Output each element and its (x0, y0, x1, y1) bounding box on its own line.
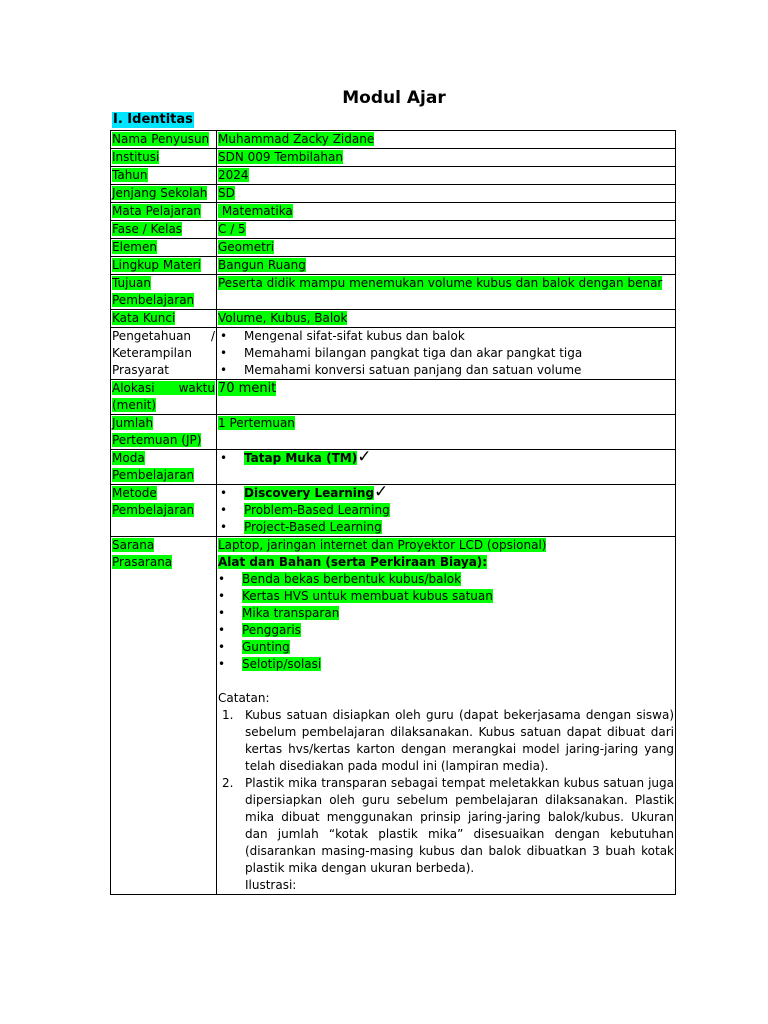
label-institusi: Institusi (112, 150, 160, 164)
metode-item-label: Discovery Learning (244, 486, 375, 500)
note-text: Plastik mika transparan sebagai tempat meletakkan kubus satuan juga dipersiapkan oleh guru sebelum pembelajaran dilaksanakan. Plastik mika dibuat menggunakan prinsip jaring-jaring balok/kubus. Ukuran dan jumlah “kotak plastik mika” disesuaikan dengan kebutuhan (disarankan masing-masing kubus dan balok dibuatkan 3 buah kotak plastik mika dengan ukuran berbeda). (245, 776, 674, 875)
label-prasyarat: Pengetahuan / Keterampilan Prasyarat (112, 329, 215, 377)
label-tujuan: Tujuan Pembelajaran (112, 276, 195, 307)
sarana-item-label: Kertas HVS untuk membuat kubus satuan (242, 589, 493, 603)
identity-table (110, 130, 676, 895)
value-fase: C / 5 (218, 222, 246, 236)
table-row (111, 221, 676, 239)
value-kata-kunci: Volume, Kubus, Balok (218, 311, 348, 325)
notes-label: Catatan: (218, 691, 270, 705)
table-row (111, 257, 676, 275)
list-item (217, 622, 675, 639)
label-moda: Moda Pembelajaran (112, 451, 195, 482)
label-nama-penyusun: Nama Penyusun (112, 132, 210, 146)
sarana-subheading: Alat dan Bahan (serta Perkiraan Biaya): (218, 555, 488, 569)
notes-list (218, 707, 674, 877)
value-institusi: SDN 009 Tembilahan (218, 150, 343, 164)
value-nama-penyusun: Muhammad Zacky Zidane (218, 132, 375, 146)
table-row (111, 380, 676, 415)
list-item: • Memahami konversi satuan panjang dan satuan volume (218, 362, 674, 379)
value-elemen: Geometri (218, 240, 275, 254)
table-row (111, 131, 676, 149)
value-lingkup: Bangun Ruang (218, 258, 306, 272)
document-title: Modul Ajar (342, 88, 446, 108)
value-mapel: Matematika (218, 204, 293, 218)
table-row (111, 415, 676, 450)
table-row (111, 537, 676, 895)
table-row (111, 185, 676, 203)
value-jumlah: 1 Pertemuan (218, 416, 295, 430)
illustration-label: Ilustrasi: (245, 878, 297, 892)
sarana-intro: Laptop, jaringan internet dan Proyektor LCD (opsional) (218, 538, 547, 552)
metode-item-label: Project-Based Learning (244, 520, 382, 534)
list-item (218, 450, 674, 467)
moda-list (218, 450, 674, 467)
list-item (217, 639, 675, 656)
label-metode: Metode Pembelajaran (112, 486, 195, 517)
sarana-item-label: Benda bekas berbentuk kubus/balok (242, 572, 462, 586)
value-tujuan: Peserta didik mampu menemukan volume kubus dan balok dengan benar (218, 276, 663, 290)
checkmark-icon: ✓ (374, 484, 389, 502)
table-row (111, 167, 676, 185)
list-item (218, 502, 674, 519)
moda-item-label: Tatap Muka (TM) (244, 451, 358, 465)
table-row (111, 450, 676, 485)
metode-item-label: Problem-Based Learning (244, 503, 390, 517)
label-elemen: Elemen (112, 240, 157, 254)
list-item (218, 519, 674, 536)
prasyarat-list (218, 328, 674, 379)
table-row (111, 149, 676, 167)
note-number: 2. (222, 776, 234, 790)
label-kata-kunci: Kata Kunci (112, 311, 176, 325)
checkmark-icon: ✓ (357, 449, 372, 467)
list-item (217, 588, 675, 605)
section-heading: I. Identitas (113, 112, 193, 127)
value-tahun: 2024 (218, 168, 249, 182)
list-item: • Memahami bilangan pangkat tiga dan akar pangkat tiga (218, 345, 674, 362)
label-jumlah: Jumlah Pertemuan (JP) (112, 416, 202, 447)
label-jenjang: Jenjang Sekolah (112, 186, 208, 200)
sarana-item-label: Gunting (242, 640, 290, 654)
sarana-item-label: Mika transparan (242, 606, 340, 620)
list-item (218, 707, 674, 775)
label-mapel: Mata Pelajaran (112, 204, 202, 218)
list-item (218, 485, 674, 502)
table-row (111, 275, 676, 310)
note-number: 1. (222, 708, 234, 722)
list-item (217, 605, 675, 622)
label-lingkup: Lingkup Materi (112, 258, 201, 272)
value-alokasi: 70 menit (218, 381, 277, 396)
sarana-list (217, 571, 675, 673)
value-jenjang: SD (218, 186, 235, 200)
list-item (217, 656, 675, 673)
table-row (111, 203, 676, 221)
label-alokasi: Alokasi waktu (menit) (112, 381, 215, 412)
label-sarana: Sarana Prasarana (112, 538, 173, 569)
label-tahun: Tahun (112, 168, 148, 182)
list-item (218, 775, 674, 877)
note-text: Kubus satuan disiapkan oleh guru (dapat bekerjasama dengan siswa) sebelum pembelajaran dilaksanakan. Kubus satuan dapat dibuat dari kertas hvs/kertas karton dengan merangkai model jaring-jaring yang telah disediakan pada modul ini (lampiran media). (245, 708, 674, 773)
list-item: • Mengenal sifat-sifat kubus dan balok (218, 328, 674, 345)
table-row (111, 328, 676, 380)
sarana-item-label: Selotip/solasi (242, 657, 322, 671)
table-row (111, 310, 676, 328)
list-item (217, 571, 675, 588)
sarana-item-label: Penggaris (242, 623, 301, 637)
table-row (111, 239, 676, 257)
label-fase: Fase / Kelas (112, 222, 183, 236)
metode-list (218, 485, 674, 536)
table-row (111, 485, 676, 537)
